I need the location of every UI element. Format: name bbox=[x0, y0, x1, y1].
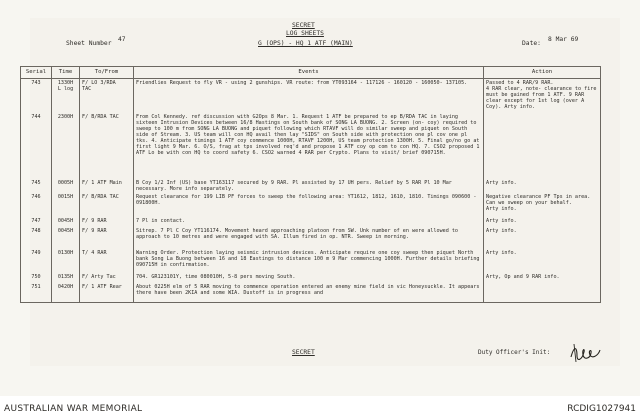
classification-bottom: SECRET bbox=[292, 349, 315, 356]
date-label: Date: bbox=[522, 40, 541, 47]
log-action: Negative clearance PF Tps in area. Can we sweep on your behalf. Arty info. bbox=[484, 193, 601, 217]
log-action: Arty, Op and 9 RAR info. bbox=[484, 273, 601, 283]
sheet-number-label: Sheet Number bbox=[66, 40, 112, 47]
log-serial: 746 bbox=[21, 193, 52, 217]
log-tofrom: F/ B/RDA TAC bbox=[80, 193, 134, 217]
log-row bbox=[21, 227, 601, 249]
log-action: Arty info. bbox=[484, 217, 601, 227]
log-time: 0005H bbox=[52, 179, 80, 193]
log-serial: 745 bbox=[21, 179, 52, 193]
log-row bbox=[21, 273, 601, 283]
log-row bbox=[21, 193, 601, 217]
log-tofrom: F/ 9 RAR bbox=[80, 227, 134, 249]
log-action: Arty info. bbox=[484, 179, 601, 193]
log-time: 0130H bbox=[52, 249, 80, 273]
log-action bbox=[484, 283, 601, 303]
log-tofrom: F/ Arty Tac bbox=[80, 273, 134, 283]
archive-name: AUSTRALIAN WAR MEMORIAL bbox=[4, 404, 143, 414]
log-time: 0015H bbox=[52, 193, 80, 217]
log-tofrom: F/ B/RDA TAC bbox=[80, 113, 134, 179]
log-row bbox=[21, 249, 601, 273]
log-tofrom: F/ 1 ATF Rear bbox=[80, 283, 134, 303]
sheet-number-value: 47 bbox=[118, 36, 126, 43]
log-event: Request clearance for 199 LIB PF forces to sweep the following area: YT1612, 1812, 1610, 1810. Timings 090600 - 091800H. bbox=[134, 193, 484, 217]
log-tofrom: F/ LO 3/RDA TAC bbox=[80, 79, 134, 113]
log-time: 2300H bbox=[52, 113, 80, 179]
log-event: About 0225H elm of 5 RAR moving to commence operation entered an enemy mine field in vic Honeysuckle. It appears there have been 2KIA and some WIA. Dustoff is in progress and bbox=[134, 283, 484, 303]
archive-record-id: RCDIG1027941 bbox=[567, 404, 636, 414]
duty-officer-label: Duty Officer's Init: bbox=[478, 349, 551, 356]
unit-title: G (OPS) - HQ 1 ATF (MAIN) bbox=[258, 40, 353, 47]
log-time: 0045H bbox=[52, 227, 80, 249]
log-event: From Col Kennedy. ref discussion with G2Ops 8 Mar. 1. Request 1 ATF be prepared to ep B/RDA TAC in laying sixteen Intrusion Devices between 16/8 Hastings on South bank of SONG LA BUONG. 2. Screen (on- coy) required to sweep to 100 m from SONG LA BUONG and piquet following which RTAVF will do similar sweep and piquet on South side of Stream. 3. US team will con HQ avail then lay "SIDS" on South side with protection one pl cov one pl tks. 4. Anticipate timings 1 ATF coy commence 1000H, RTAVF 1200H, US team protection 1300H. 5. Final go/no go at first light 9 Mar. 6. O/S, frag at tps involved req'd and propose 1 ATF coy op com to con HQ. 7. CSO2 proposed 1 ATF Lo be with con HQ to coord safety 6. CSO2 warned 4 RAR per Crypto. Plans to visit/ brief 090715H. bbox=[134, 113, 484, 179]
archive-footer bbox=[0, 396, 640, 418]
log-event: 704. GR123101Y, time 080010H, 5-8 pers moving South. bbox=[134, 273, 484, 283]
log-event: 7 Pl in contact. bbox=[134, 217, 484, 227]
col-action: Action bbox=[484, 67, 601, 79]
log-row bbox=[21, 283, 601, 303]
classification-top: SECRET bbox=[292, 22, 315, 29]
log-tofrom: F/ 9 RAR bbox=[80, 217, 134, 227]
log-event: Warning Order. Protection laying seismic intrusion devices. Anticipate require one coy sweep then piquet North bank Song La Buong between 16 and 18 Eastings to distance 100 m 9 Mar commencing 1000H. Further details briefing 090715H in confirmation. bbox=[134, 249, 484, 273]
log-event: Friendlies Request to fly VR - using 2 gunships. VR route: from YT093164 - 117126 - 160120 - 160050- 137105. bbox=[134, 79, 484, 113]
log-tofrom: F/ 1 ATF Main bbox=[80, 179, 134, 193]
log-serial: 743 bbox=[21, 79, 52, 113]
log-table-header bbox=[21, 67, 601, 79]
log-action: Arty info. bbox=[484, 227, 601, 249]
log-row bbox=[21, 179, 601, 193]
log-action bbox=[484, 113, 601, 179]
col-events: Events bbox=[134, 67, 484, 79]
log-tofrom: T/ 4 RAR bbox=[80, 249, 134, 273]
log-time: 0045H bbox=[52, 217, 80, 227]
log-event: Sitrep. 7 Pl C Coy YT116174. Movement heard approaching platoon from SW. Unk number of en were allowed to approach to 10 metres and were engaged with SA. Illum fired in op. NTR. Sweep in morning. bbox=[134, 227, 484, 249]
log-event: B Coy 1/2 Inf (US) base YT163117 secured by 9 RAR. Pl assisted by 17 UH pers. Relief by 5 RAR Pl 10 Mar necessary. More info separately. bbox=[134, 179, 484, 193]
duty-officer-signature bbox=[568, 342, 602, 364]
col-tofrom: To/From bbox=[80, 67, 134, 79]
log-serial: 748 bbox=[21, 227, 52, 249]
log-time: 0135H bbox=[52, 273, 80, 283]
log-row bbox=[21, 113, 601, 179]
log-serial: 750 bbox=[21, 273, 52, 283]
col-time: Time bbox=[52, 67, 80, 79]
log-title: LOG SHEETS bbox=[286, 30, 324, 37]
log-serial: 751 bbox=[21, 283, 52, 303]
col-serial: Serial bbox=[21, 67, 52, 79]
log-time: 1330H L log bbox=[52, 79, 80, 113]
log-serial: 747 bbox=[21, 217, 52, 227]
date-value: 8 Mar 69 bbox=[548, 36, 579, 43]
log-row bbox=[21, 217, 601, 227]
log-serial: 749 bbox=[21, 249, 52, 273]
log-table bbox=[20, 66, 601, 303]
log-action: Arty info. bbox=[484, 249, 601, 273]
log-action: Passed to 4 RAR/9 RAR. 4 RAR clear, note- clearance to fire must be gained from 1 ATF. 9 RAR clear except for 1st log (over A Coy). Arty info. bbox=[484, 79, 601, 113]
log-row bbox=[21, 79, 601, 113]
log-serial: 744 bbox=[21, 113, 52, 179]
log-time: 0420H bbox=[52, 283, 80, 303]
